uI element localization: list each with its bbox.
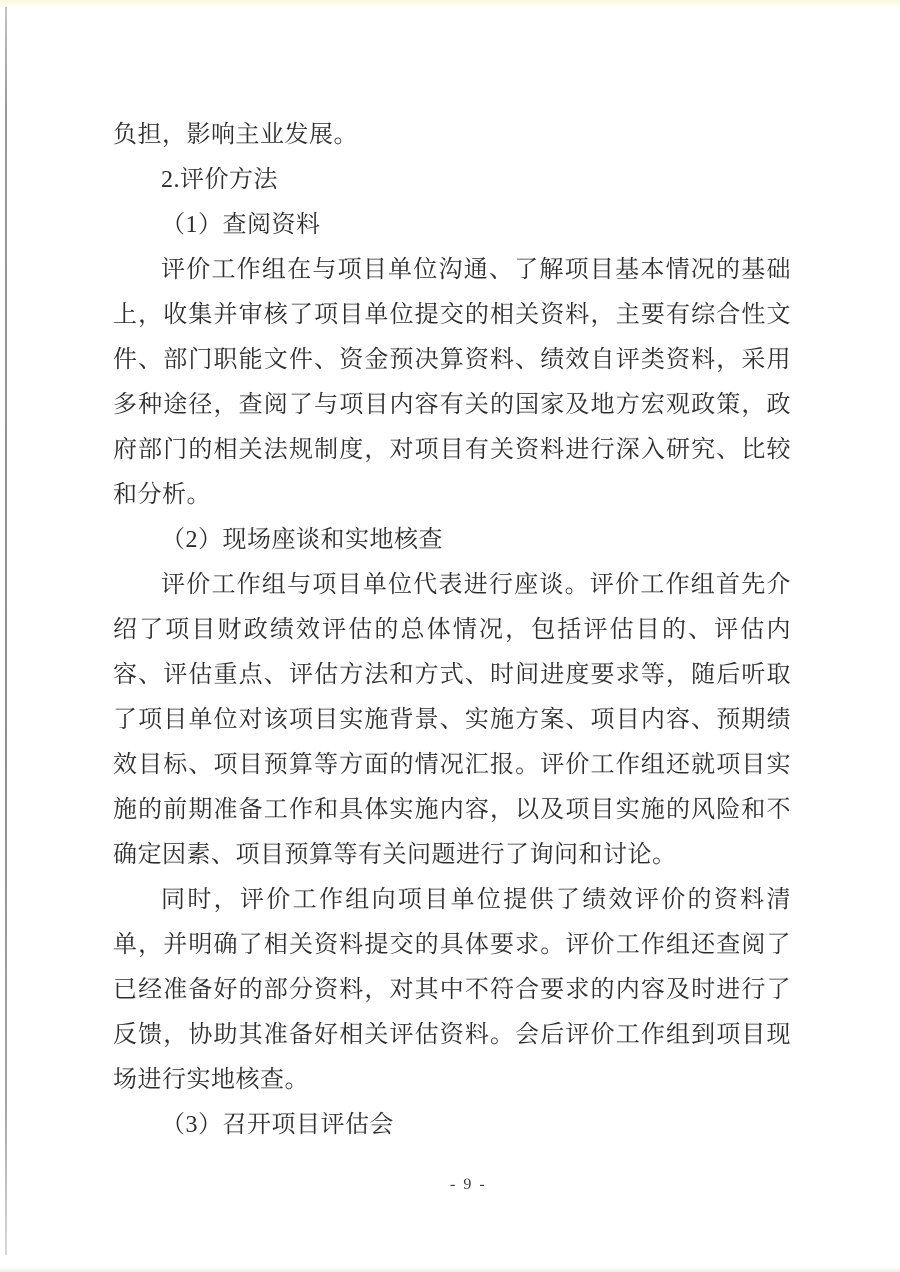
paragraph-site-discussion: 评价工作组与项目单位代表进行座谈。评价工作组首先介绍了项目财政绩效评估的总体情况，包括评估目的、评估内容、评估重点、评估方法和方式、时间进度要求等，随后听取了项目单位对该项目实施背景、实施方案、项目内容、预期绩效目标、项目预算等方面的情况汇报。评价工作组还就项目实施的前期准备工作和具体实施内容，以及项目实施的风险和不确定因素、项目预算等有关问题进行了询问和讨论。 bbox=[113, 572, 791, 868]
subsection-heading-project-evaluation-meeting: （3）召开项目评估会 bbox=[161, 1112, 394, 1138]
document-body bbox=[113, 113, 791, 1148]
subsection-heading-review-materials: （1）查阅资料 bbox=[161, 212, 321, 238]
scan-artifact-left-edge-line bbox=[5, 7, 7, 1255]
scan-artifact-top-edge bbox=[0, 0, 900, 9]
paragraph-materials-checklist: 同时，评价工作组向项目单位提供了绩效评价的资料清单，并明确了相关资料提交的具体要求。评价工作组还查阅了已经准备好的部分资料，对其中不符合要求的内容及时进行了反馈，协助其准备好相关评估资料。会后评价工作组到项目现场进行实地核查。 bbox=[113, 887, 791, 1093]
scan-artifact-bottom-edge bbox=[0, 1267, 900, 1272]
paragraph-review-materials: 评价工作组在与项目单位沟通、了解项目基本情况的基础上，收集并审核了项目单位提交的相关资料，主要有综合性文件、部门职能文件、资金预决算资料、绩效自评类资料，采用多种途径，查阅了与项目内容有关的国家及地方宏观政策，政府部门的相关法规制度，对项目有关资料进行深入研究、比较和分析。 bbox=[113, 257, 791, 508]
page-number: - 9 - bbox=[450, 1176, 487, 1193]
section-heading-evaluation-method: 2.评价方法 bbox=[161, 167, 278, 193]
subsection-heading-site-discussion: （2）现场座谈和实地核查 bbox=[161, 527, 443, 553]
paragraph-continuation: 负担，影响主业发展。 bbox=[113, 122, 358, 148]
